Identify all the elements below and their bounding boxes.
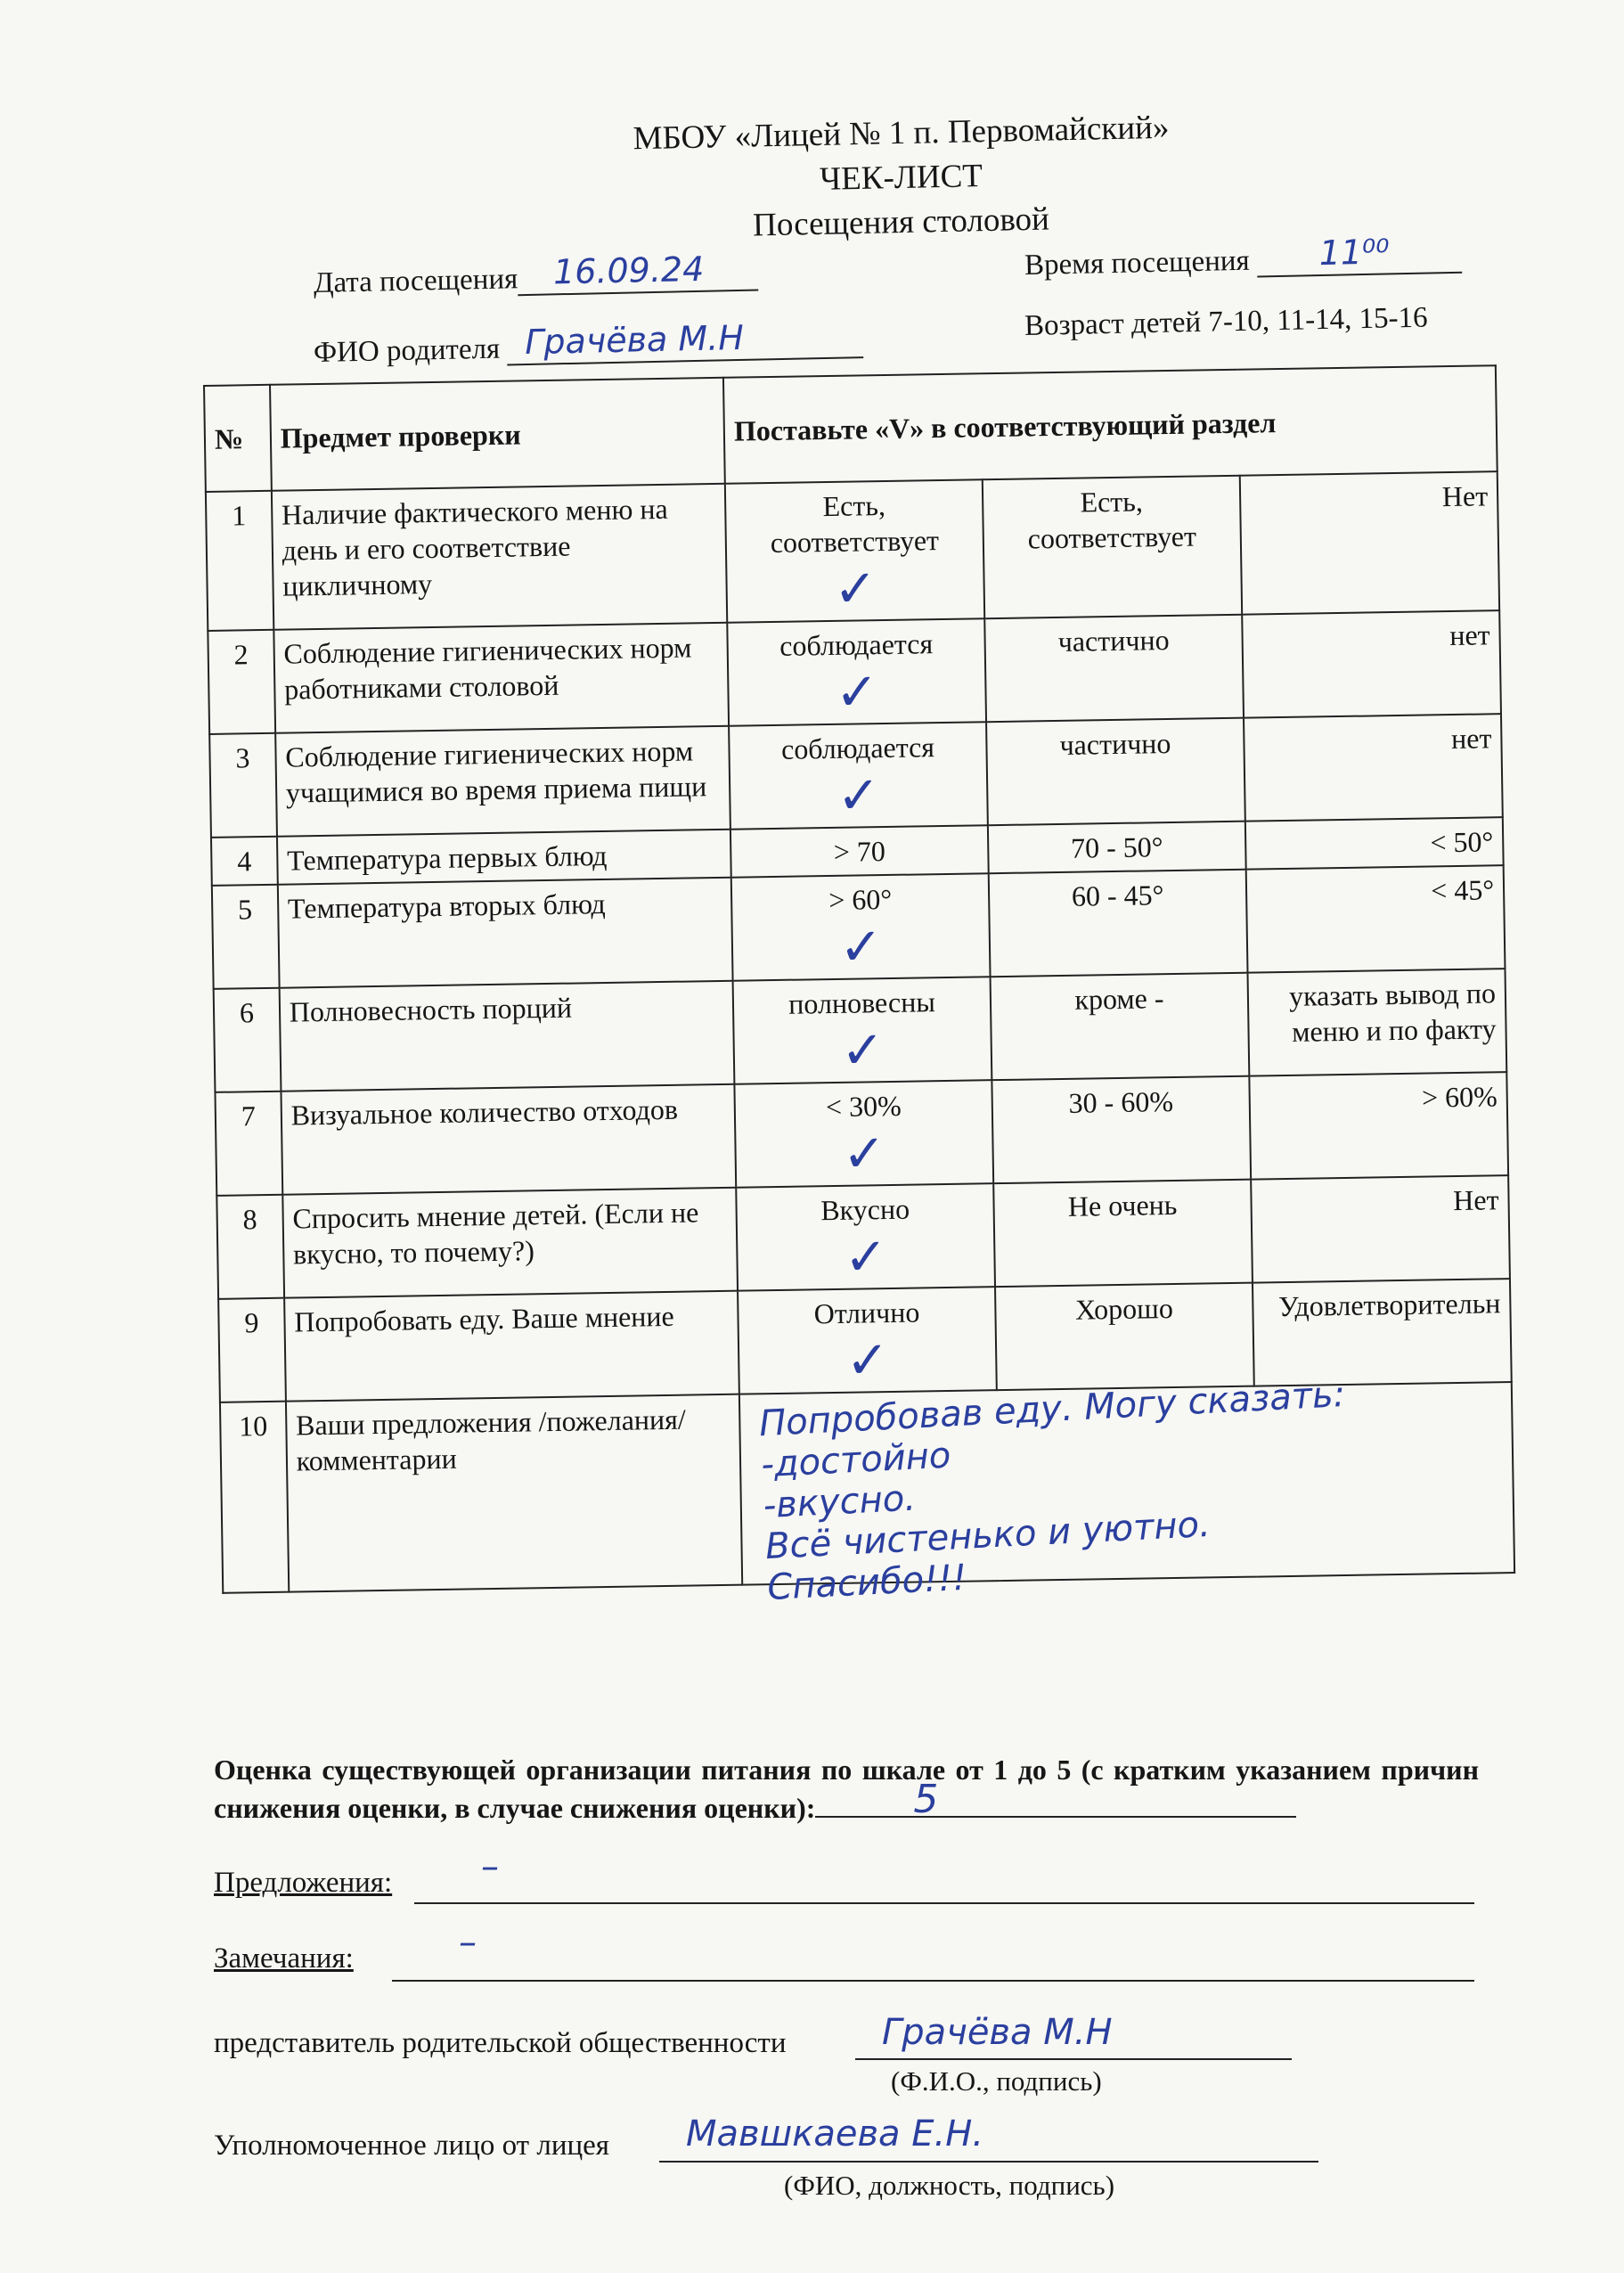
option-label: Отлично xyxy=(813,1296,920,1330)
remarks-label: Замечания: xyxy=(214,1942,354,1975)
check-mark-icon: ✓ xyxy=(840,1019,885,1081)
option-label: 30 - 60% xyxy=(1068,1084,1174,1119)
rating-value: 5 xyxy=(913,1777,939,1823)
option-label: 60 - 45° xyxy=(1071,879,1164,912)
remarks-line xyxy=(392,1980,1474,1982)
option-cell[interactable] xyxy=(734,1080,993,1188)
header-subject: Предмет проверки xyxy=(270,378,725,491)
date-field xyxy=(313,249,759,300)
check-mark-icon: ✓ xyxy=(836,764,881,826)
option-label: Нет xyxy=(1452,1183,1499,1217)
option-label: соблюдается xyxy=(779,627,934,662)
remarks-value: – xyxy=(459,1922,477,1963)
row-subject: Температура первых блюд xyxy=(277,830,731,885)
representative-row xyxy=(214,2027,787,2060)
row-subject: Спросить мнение детей. (Если не вкусно, то почему?) xyxy=(282,1188,738,1298)
header-mark: Поставьте «V» в соответствующий раздел xyxy=(723,365,1498,484)
option-label: Не очень xyxy=(1067,1188,1178,1222)
row-subject: Температура вторых блюд xyxy=(278,878,733,988)
option-label: полновесны xyxy=(788,985,936,1020)
time-value: 11⁰⁰ xyxy=(1318,232,1391,274)
date-value: 16.09.24 xyxy=(552,249,705,292)
row-num: 7 xyxy=(215,1092,282,1196)
option-cell[interactable] xyxy=(730,825,989,878)
school-name: МБОУ «Лицей № 1 п. Первомайский» xyxy=(632,109,1170,158)
option-cell[interactable] xyxy=(1249,1072,1508,1180)
rating-text: Оценка существующей организации питания по шкале от 1 до 5 (с кратким указанием причин снижения оценки, в случае снижения оценки): xyxy=(214,1754,1479,1825)
option-label: > 60° xyxy=(828,882,893,917)
check-mark-icon: ✓ xyxy=(833,558,878,619)
proposals-value: – xyxy=(481,1846,499,1887)
row-subject: Соблюдение гигиенических норм работниками столовой xyxy=(273,623,729,733)
parent-field xyxy=(313,317,864,370)
check-mark-icon: ✓ xyxy=(838,916,884,977)
option-cell[interactable] xyxy=(988,822,1246,874)
row-num: 8 xyxy=(216,1195,284,1299)
representative-signature: Грачёва М.Н xyxy=(882,2012,1113,2053)
table-header-row xyxy=(204,365,1498,492)
representative-label: представитель родительской общественности xyxy=(214,2027,787,2059)
option-cell[interactable] xyxy=(736,1183,995,1291)
proposals-row xyxy=(214,1867,392,1900)
table-row xyxy=(216,1175,1510,1299)
age-field: Возраст детей 7-10, 11-14, 15-16 xyxy=(1024,301,1428,342)
option-cell[interactable] xyxy=(989,870,1248,977)
option-cell[interactable] xyxy=(992,1076,1251,1184)
option-cell[interactable] xyxy=(984,615,1244,723)
option-cell[interactable] xyxy=(983,476,1242,619)
date-label: Дата посещения xyxy=(313,263,518,299)
row-subject: Наличие фактического меню на день и его соответствие цикличному xyxy=(272,484,728,630)
handwritten-comment: Попробовав еду. Могу сказать: -достойно -вкусно. Всё чистенько и уютно. Спасибо!!! xyxy=(758,1374,1347,1609)
row-num: 3 xyxy=(209,733,277,838)
option-cell[interactable] xyxy=(729,722,988,830)
option-label: > 60% xyxy=(1421,1080,1498,1114)
option-label: < 30% xyxy=(825,1089,902,1124)
table-row xyxy=(215,1072,1508,1196)
option-cell[interactable] xyxy=(1246,865,1506,973)
option-cell[interactable] xyxy=(1251,1175,1510,1283)
remarks-row xyxy=(214,1942,354,1975)
option-cell[interactable] xyxy=(986,718,1245,826)
parent-value: Грачёва М.Н xyxy=(524,317,745,363)
option-cell[interactable] xyxy=(1245,817,1504,870)
table-row xyxy=(206,471,1499,631)
authorized-label: Уполномоченное лицо от лицея xyxy=(214,2130,609,2162)
table-row xyxy=(212,865,1506,989)
option-label: кроме - xyxy=(1074,982,1164,1016)
row-num: 4 xyxy=(211,837,278,886)
representative-caption: (Ф.И.О., подпись) xyxy=(891,2065,1102,2097)
proposals-line xyxy=(414,1902,1474,1904)
option-cell[interactable] xyxy=(727,618,986,726)
row-num: 6 xyxy=(214,988,282,1092)
option-label: частично xyxy=(1057,624,1170,658)
time-field xyxy=(1024,232,1463,282)
time-label: Время посещения xyxy=(1024,244,1251,282)
check-mark-icon: ✓ xyxy=(842,1123,886,1184)
option-label: указать вывод по меню и по факту xyxy=(1288,977,1497,1048)
option-cell[interactable] xyxy=(1242,610,1501,718)
table-body xyxy=(206,471,1512,1402)
document-title: ЧЕК-ЛИСТ xyxy=(819,158,983,198)
option-cell[interactable] xyxy=(1247,969,1506,1076)
row-subject: Ваши предложения /пожелания/ комментарии xyxy=(286,1394,743,1592)
option-label: нет xyxy=(1450,722,1492,756)
header-num: № xyxy=(204,385,272,492)
option-label: Нет xyxy=(1441,479,1489,513)
option-label: Вкусно xyxy=(820,1192,910,1227)
representative-line xyxy=(855,2058,1292,2060)
rating-paragraph xyxy=(214,1751,1479,1827)
table-row xyxy=(214,969,1507,1092)
rating-line xyxy=(815,1777,1296,1823)
option-label: частично xyxy=(1059,726,1171,761)
option-cell[interactable] xyxy=(733,977,992,1084)
row-num: 10 xyxy=(220,1402,289,1593)
comments-cell[interactable] xyxy=(739,1374,1514,1609)
table-row-10 xyxy=(220,1382,1514,1593)
option-label: Есть, соответствует xyxy=(770,488,940,560)
check-mark-icon: ✓ xyxy=(835,661,879,723)
option-label: Удовлетворительн xyxy=(1277,1287,1501,1323)
option-cell[interactable] xyxy=(738,1287,997,1394)
option-label: < 45° xyxy=(1430,873,1495,907)
check-mark-icon: ✓ xyxy=(845,1329,890,1391)
row-num: 1 xyxy=(206,491,273,631)
row-subject: Соблюдение гигиенических норм учащимися во время приема пищи xyxy=(275,726,730,837)
parent-label: ФИО родителя xyxy=(313,332,501,369)
option-label: Есть, соответствует xyxy=(1027,485,1197,555)
option-cell[interactable] xyxy=(731,873,991,981)
option-cell[interactable] xyxy=(993,1180,1253,1288)
option-cell[interactable] xyxy=(1244,714,1503,822)
proposals-label: Предложения: xyxy=(214,1867,393,1899)
row-num: 9 xyxy=(218,1298,286,1402)
row-num: 5 xyxy=(212,885,280,989)
row-subject: Полновесность порций xyxy=(279,981,734,1092)
option-label: нет xyxy=(1449,618,1490,652)
authorized-signature: Мавшкаева Е.Н. xyxy=(686,2114,984,2154)
document-subtitle: Посещения столовой xyxy=(752,200,1050,244)
option-cell[interactable] xyxy=(995,1283,1254,1391)
checklist-table xyxy=(203,364,1515,1609)
authorized-row xyxy=(214,2130,609,2163)
authorized-line xyxy=(659,2161,1318,2163)
row-num: 2 xyxy=(208,630,275,734)
table-row xyxy=(209,714,1503,838)
option-label: соблюдается xyxy=(780,731,935,765)
option-label: < 50° xyxy=(1430,825,1494,859)
check-mark-icon: ✓ xyxy=(844,1226,888,1288)
row-subject: Визуальное количество отходов xyxy=(281,1084,736,1195)
authorized-caption: (ФИО, должность, подпись) xyxy=(784,2170,1115,2201)
option-cell[interactable] xyxy=(991,973,1250,1081)
option-cell[interactable] xyxy=(1240,471,1499,615)
table-row xyxy=(208,610,1501,734)
option-label: 70 - 50° xyxy=(1070,830,1163,864)
option-label: > 70 xyxy=(833,835,886,868)
row-subject: Попробовать еду. Ваше мнение xyxy=(284,1291,739,1402)
option-label: Хорошо xyxy=(1074,1292,1174,1326)
option-cell[interactable] xyxy=(725,479,984,623)
